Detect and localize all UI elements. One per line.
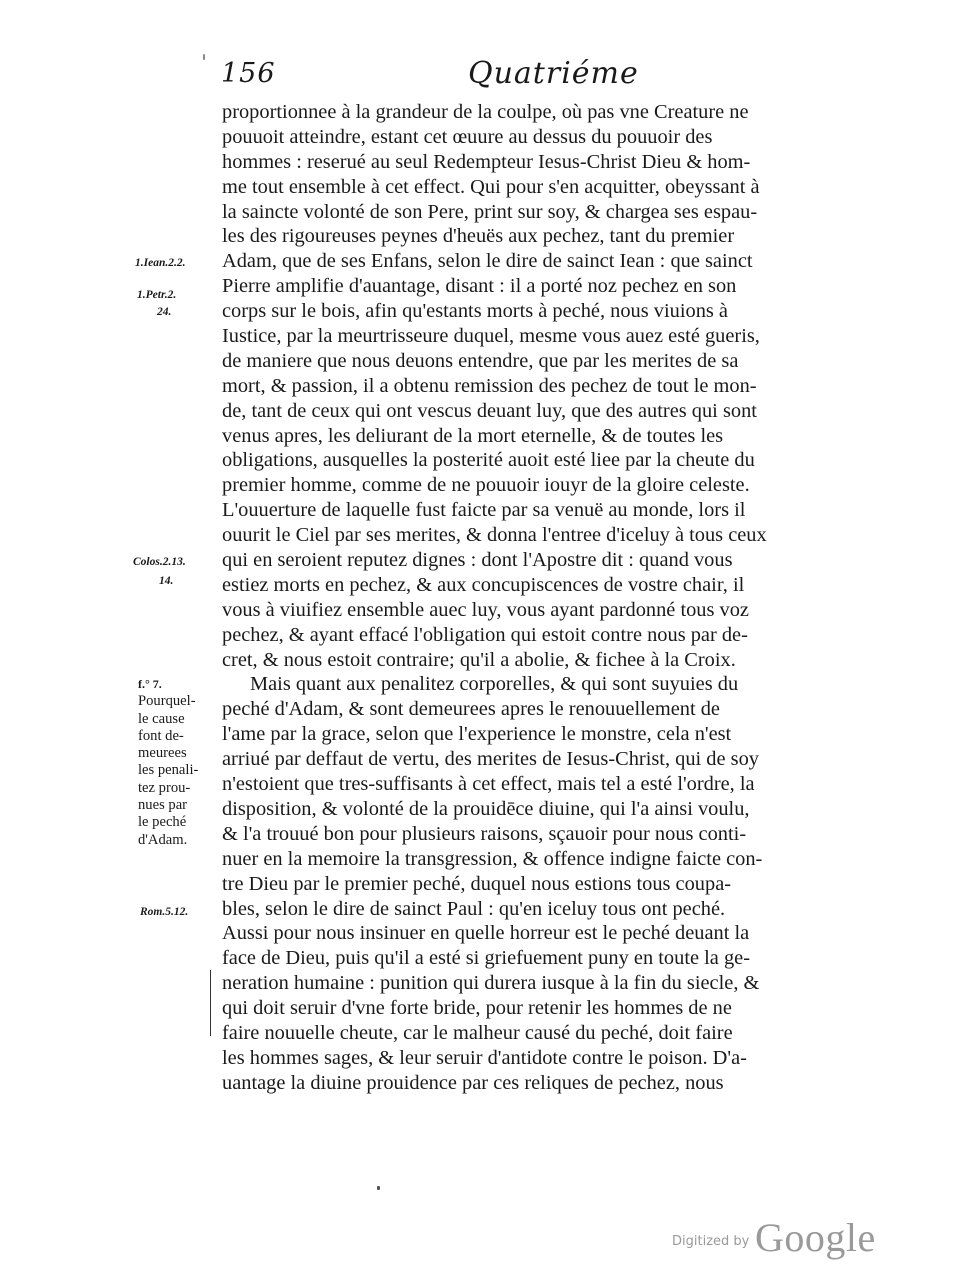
text-line: proportionnee à la grandeur de la coulpe, où pas vne Creature ne: [222, 101, 749, 123]
ink-speck: [377, 1186, 380, 1190]
side-note-line: Pourquel-: [138, 693, 196, 710]
margin-ref-1-peter-verse: 24.: [157, 306, 172, 318]
side-note-line: d'Adam.: [138, 831, 188, 848]
side-note-line: font de-: [138, 727, 184, 744]
text-line: l'ame par la grace, selon que l'experience le monstre, cela n'est: [222, 723, 732, 746]
text-line: corps sur le bois, afin qu'estants morts à peché, nous viuions à: [222, 300, 728, 323]
text-line: les hommes sages, & leur seruir d'antidote contre le poison. D'a-: [222, 1046, 747, 1069]
text-line: de maniere que nous deuons entendre, que par les merites de sa: [222, 349, 739, 372]
google-watermark: Google: [755, 1215, 876, 1260]
margin-ref-1-jean: 1.Iean.2.2.: [135, 257, 186, 269]
text-line: obligations, ausquelles la posterité auoit esté liee par la cheute du: [222, 449, 755, 472]
text-line: de, tant de ceux qui ont vescus deuant luy, que des autres qui sont: [222, 399, 757, 422]
text-line: ouurit le Ciel par ses merites, & donna l'entree d'iceluy à tous ceux: [222, 524, 767, 547]
text-line: les des rigoureuses peynes d'heuës aux pechez, tant du premier: [222, 225, 735, 248]
text-line: me tout ensemble à cet effect. Qui pour s'en acquitter, obeyssant à: [222, 175, 760, 198]
text-line: Adam, que de ses Enfans, selon le dire de sainct Iean : que sainct: [222, 250, 753, 273]
text-line: pechez, & ayant effacé l'obligation qui estoit contre nous par de-: [222, 623, 748, 646]
digitized-by-label: Digitized by: [672, 1234, 750, 1249]
running-head: Quatriéme: [468, 56, 639, 91]
text-line: & l'a trouué bon pour plusieurs raisons, sçauoir pour nous conti-: [222, 822, 747, 845]
margin-ref-1-peter: 1.Petr.2.: [137, 289, 177, 301]
text-line: n'estoient que tres-suffisants à cet effect, mais tel a esté l'ordre, la: [222, 773, 755, 796]
text-line: face de Dieu, puis qu'il a esté si griefuement puny en toute la ge-: [222, 947, 750, 970]
text-line: Mais quant aux penalitez corporelles, & qui sont suyuies du: [250, 673, 739, 696]
side-note-line: meurees: [138, 745, 187, 762]
side-note-line: nues par: [138, 797, 188, 814]
text-line: qui en seroient reputez dignes : dont l'Apostre dit : quand vous: [222, 549, 733, 572]
ink-speck: [203, 54, 205, 60]
text-line: Aussi pour nous insinuer en quelle horreur est le peché deuant la: [222, 922, 750, 945]
text-line: bles, selon le dire de sainct Paul : qu'en iceluy tous ont peché.: [222, 897, 726, 920]
margin-ref-colossians: Colos.2.13.: [133, 556, 186, 568]
text-line: arriué par deffaut de vertu, des merites de Iesus-Christ, qui de soy: [222, 748, 759, 771]
text-line: la saincte volonté de son Pere, print sur soy, & chargea ses espau-: [222, 200, 758, 223]
text-line: mort, & passion, il a obtenu remission des pechez de tout le mon-: [222, 374, 757, 397]
side-note-line: le cause: [138, 710, 185, 727]
text-line: cret, & nous estoit contraire; qu'il a abolie, & fichee à la Croix.: [222, 648, 736, 671]
text-line: L'ouuerture de laquelle fust faicte par sa venuë au monde, lors il: [222, 499, 746, 522]
text-line: pouuoit atteindre, estant cet œuure au dessus du pouuoir des: [222, 125, 713, 148]
side-note-line: tez prou-: [138, 779, 191, 796]
text-line: venus apres, les deliurant de la mort eternelle, & de toutes les: [222, 424, 724, 447]
text-line: estiez morts en pechez, & aux concupiscences de vostre chair, il: [222, 573, 745, 596]
text-line: Pierre amplifie d'auantage, disant : il a porté noz pechez en son: [222, 275, 737, 298]
text-line: faire nouuelle cheute, car le malheur causé du peché, doit faire: [222, 1021, 733, 1044]
page-number: 156: [221, 58, 276, 89]
text-line: nuer en la memoire la transgression, & offence indigne faicte con-: [222, 847, 763, 870]
text-line: neration humaine : punition qui durera iusque à la fin du siecle, &: [222, 972, 760, 995]
text-line: vous à viuifiez ensemble auec luy, vous ayant pardonné tous voz: [222, 598, 749, 621]
side-note-line: les penali-: [138, 762, 199, 779]
margin-ref-colossians-verse: 14.: [159, 575, 174, 587]
text-line: tre Dieu par le premier peché, duquel nous estions tous coupa-: [222, 872, 732, 895]
text-line: disposition, & volonté de la prouidēce diuine, qui l'a ainsi voulu,: [222, 797, 750, 820]
text-line: hommes : reserué au seul Redempteur Iesus-Christ Dieu & hom-: [222, 150, 751, 173]
text-line: peché d'Adam, & sont demeurees apres le renouuellement de: [222, 698, 720, 721]
text-line: uantage la diuine prouidence par ces reliques de pechez, nous: [222, 1071, 724, 1094]
margin-ref-romans: Rom.5.12.: [140, 906, 189, 918]
side-note: [138, 676, 218, 849]
side-note-line: le peché: [138, 814, 187, 831]
side-note-number: f.° 7.: [138, 677, 162, 691]
text-line: Iustice, par la meurtrisseure duquel, mesme vous auez esté gueris,: [222, 325, 760, 348]
margin-bracket: [210, 970, 213, 1036]
text-line: qui doit seruir d'vne forte bride, pour retenir les hommes de ne: [222, 997, 732, 1020]
main-text: [222, 100, 854, 1096]
text-line: premier homme, comme de ne pouuoir iouyr de la gloire celeste.: [222, 474, 750, 497]
